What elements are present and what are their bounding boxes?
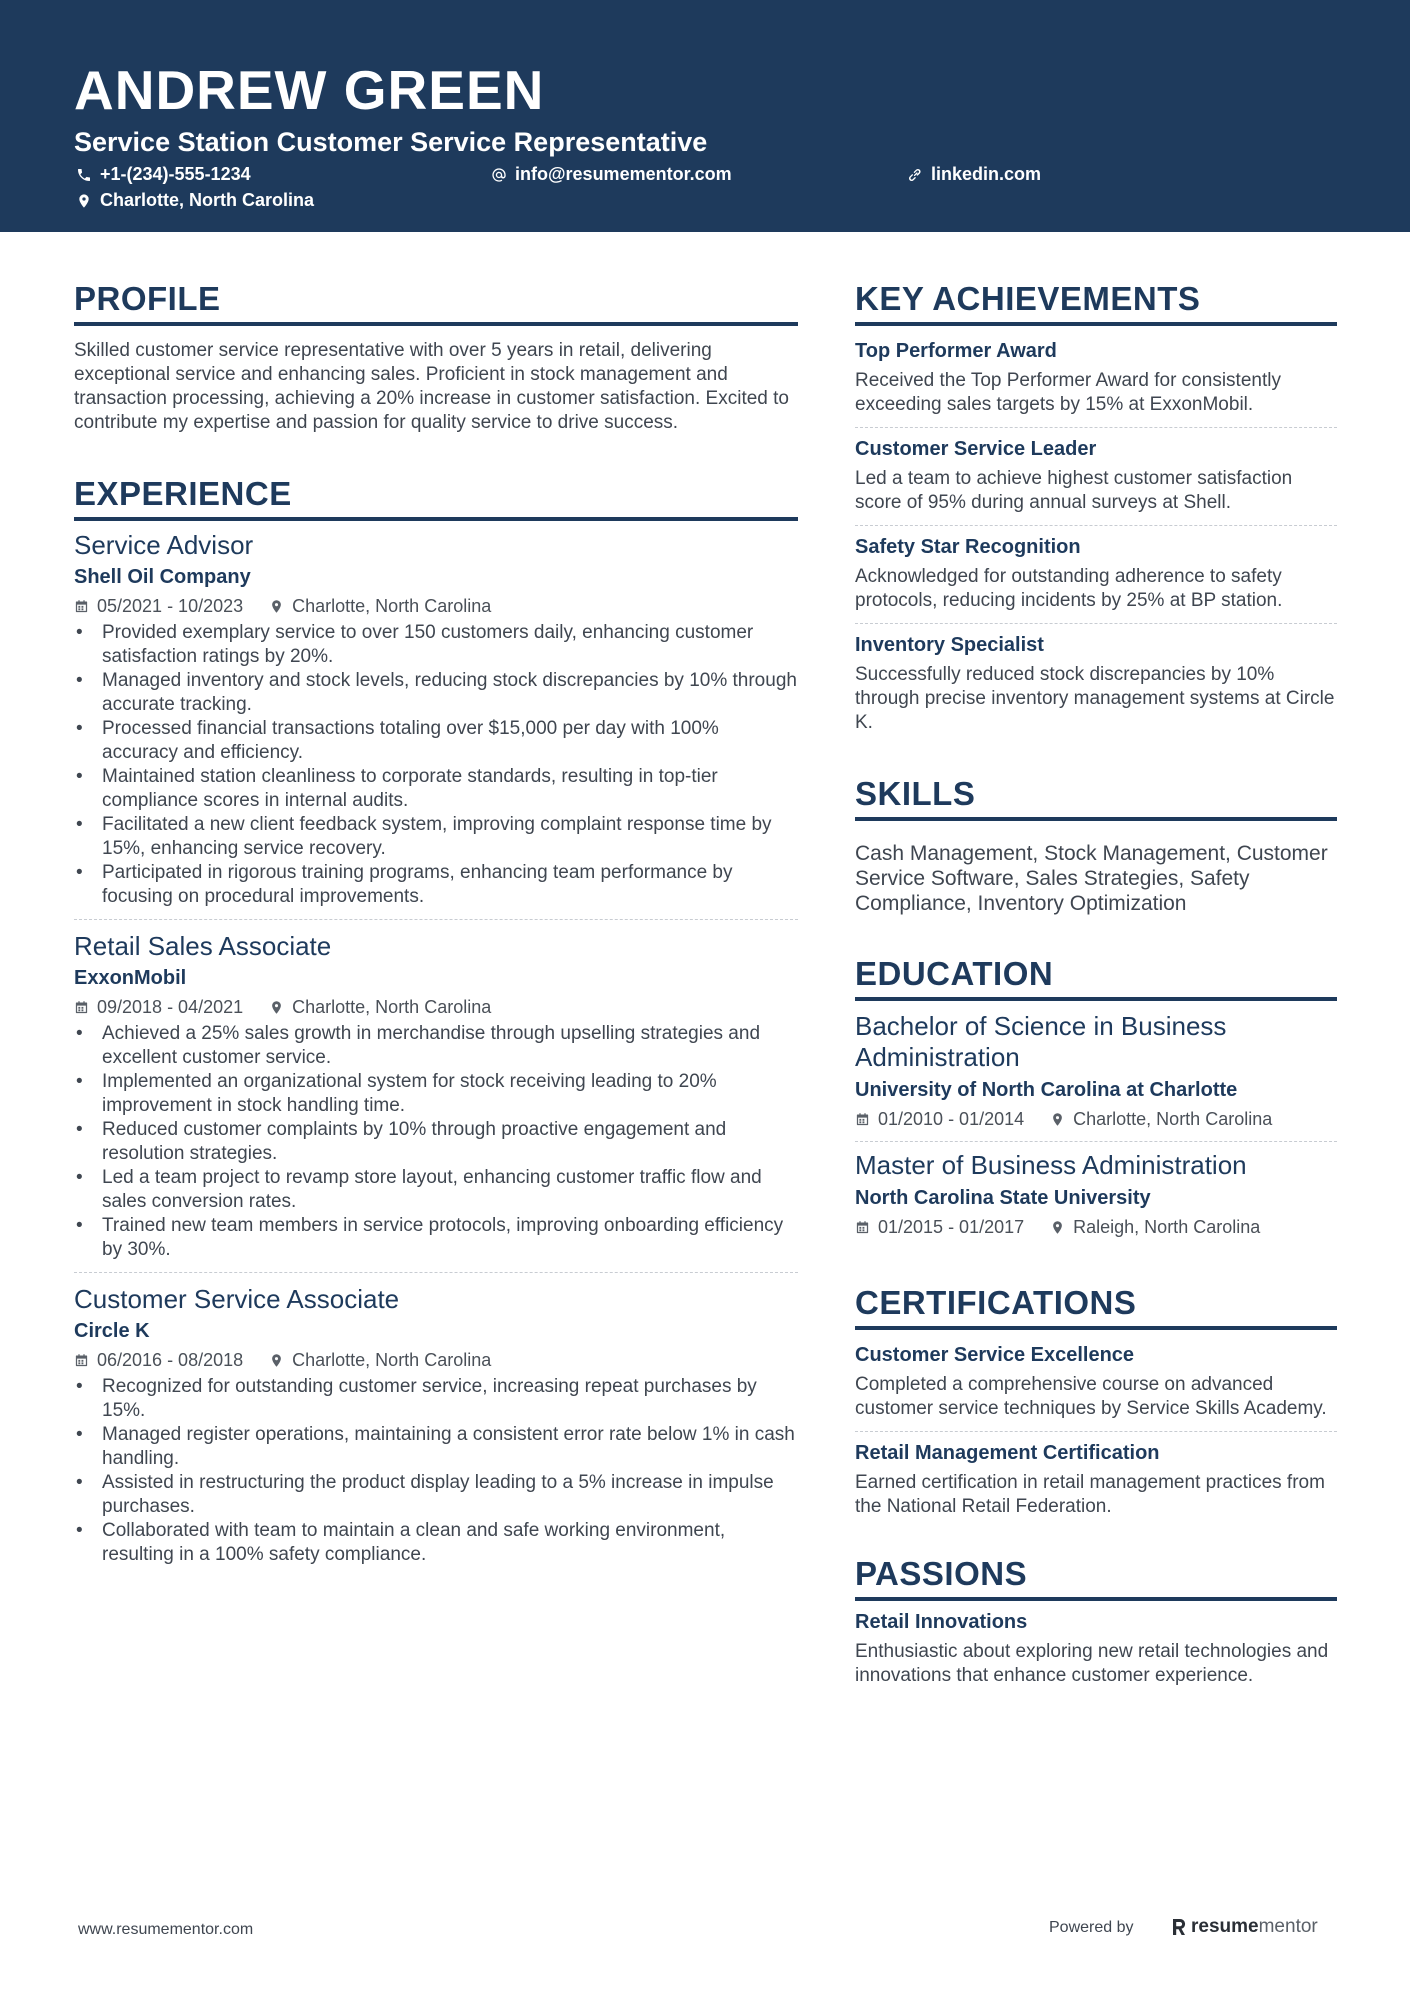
job-bullet: • Provided exemplary service to over 150 customers daily, enhancing customer satisfaction ratings by 20%. xyxy=(74,621,798,669)
achievements-item xyxy=(855,623,1337,745)
passions-section xyxy=(855,1553,1337,1698)
section-heading-achievements: KEY ACHIEVEMENTS xyxy=(855,278,1337,326)
passions-item-title: Retail Innovations xyxy=(855,1611,1028,1633)
education-dates xyxy=(855,1215,1024,1239)
education-entry xyxy=(855,1003,1337,1141)
phone-text: +1-(234)-555-1234 xyxy=(100,164,251,184)
job-company: ExxonMobil xyxy=(74,967,187,989)
passion-list xyxy=(855,1601,1337,1698)
footer-powered-by: Powered by xyxy=(1049,1919,1134,1936)
job-bullet: • Maintained station cleanliness to corporate standards, resulting in top-tier compliance scores in internal audits. xyxy=(74,765,798,813)
contact-linkedin[interactable] xyxy=(907,164,1041,185)
brand-text-light: mentor xyxy=(1258,1916,1318,1937)
certifications-item-desc: Earned certification in retail management practices from the National Retail Federation. xyxy=(855,1472,1325,1517)
section-heading-education: EDUCATION xyxy=(855,953,1337,1001)
job-bullet-list xyxy=(74,1022,798,1262)
education-section xyxy=(855,953,1337,1249)
section-heading-profile: PROFILE xyxy=(74,278,798,326)
job-title: Retail Sales Associate xyxy=(74,931,332,961)
section-heading-experience: EXPERIENCE xyxy=(74,473,798,521)
education-degree: Bachelor of Science in Business Administration xyxy=(855,1011,1227,1072)
job-dates xyxy=(74,1348,243,1372)
education-school: University of North Carolina at Charlotte xyxy=(855,1079,1238,1101)
education-location-text: Raleigh, North Carolina xyxy=(1073,1217,1261,1237)
achievements-item-desc: Acknowledged for outstanding adherence to safety protocols, reducing incidents by 25% at BP station. xyxy=(855,566,1283,611)
calendar-icon xyxy=(855,1220,870,1235)
section-heading-passions: PASSIONS xyxy=(855,1553,1337,1601)
brand-text-bold: resume xyxy=(1191,1916,1259,1937)
footer-website[interactable]: www.resumementor.com xyxy=(78,1921,254,1938)
profile-summary: Skilled customer service representative with over 5 years in retail, delivering exceptional service and enhancing sales. Proficient in stock management and transaction processing, achieving a 20% increase in customer satisfaction. Excited to contribute my expertise and passion for quality service to drive success. xyxy=(74,340,789,433)
calendar-icon xyxy=(74,1353,89,1368)
skills-text: Cash Management, Stock Management, Customer Service Software, Sales Strategies, Safety Compliance, Inventory Optimization xyxy=(855,842,1328,915)
education-dates xyxy=(855,1107,1024,1131)
job-title: Customer Service Associate xyxy=(74,1284,400,1314)
certifications-item-title: Retail Management Certification xyxy=(855,1442,1160,1464)
job-bullet: • Achieved a 25% sales growth in merchandise through upselling strategies and excellent customer service. xyxy=(74,1022,798,1070)
job-bullet: • Processed financial transactions totaling over $15,000 per day with 100% accuracy and efficiency. xyxy=(74,717,798,765)
achievements-item-title: Customer Service Leader xyxy=(855,438,1097,460)
job-bullet: • Reduced customer complaints by 10% through proactive engagement and resolution strategies. xyxy=(74,1118,798,1166)
job-bullet: • Participated in rigorous training programs, enhancing team performance by focusing on procedural improvements. xyxy=(74,861,798,909)
location-pin-icon xyxy=(76,193,92,209)
job-bullet: • Assisted in restructuring the product display leading to a 5% increase in impulse purchases. xyxy=(74,1471,798,1519)
experience-section xyxy=(74,473,798,1577)
location-pin-icon xyxy=(1050,1220,1065,1235)
job-meta xyxy=(74,594,798,618)
job-bullet: • Recognized for outstanding customer service, increasing repeat purchases by 15%. xyxy=(74,1375,798,1423)
job-location xyxy=(269,1348,491,1372)
job-bullet: • Led a team project to revamp store layout, enhancing customer traffic flow and sales conversion rates. xyxy=(74,1166,798,1214)
brand-mark-icon xyxy=(1171,1917,1187,1937)
job-dates xyxy=(74,594,243,618)
contact-email[interactable] xyxy=(491,164,732,185)
achievements-item-desc: Successfully reduced stock discrepancies by 10% through precise inventory management systems at Circle K. xyxy=(855,664,1335,733)
header-banner xyxy=(0,0,1410,232)
skills-section xyxy=(855,773,1337,916)
job-bullet-list xyxy=(74,1375,798,1567)
education-location xyxy=(1050,1215,1260,1239)
job-location xyxy=(269,995,491,1019)
certifications-section xyxy=(855,1282,1337,1529)
contact-phone[interactable] xyxy=(76,164,251,185)
location-pin-icon xyxy=(269,599,284,614)
achievements-section xyxy=(855,278,1337,745)
phone-icon xyxy=(76,167,92,183)
passions-item-desc: Enthusiastic about exploring new retail technologies and innovations that enhance customer experience. xyxy=(855,1641,1329,1686)
job-company: Shell Oil Company xyxy=(74,566,251,588)
job-bullet-list xyxy=(74,621,798,909)
job-bullet: • Implemented an organizational system for stock receiving leading to 20% improvement in stock handling time. xyxy=(74,1070,798,1118)
calendar-icon xyxy=(855,1112,870,1127)
job-bullet: • Managed inventory and stock levels, reducing stock discrepancies by 10% through accurate tracking. xyxy=(74,669,798,717)
job-bullet: • Trained new team members in service protocols, improving onboarding efficiency by 30%. xyxy=(74,1214,798,1262)
education-degree: Master of Business Administration xyxy=(855,1150,1247,1180)
achievements-item xyxy=(855,525,1337,623)
location-pin-icon xyxy=(269,1000,284,1015)
education-school: North Carolina State University xyxy=(855,1187,1151,1209)
achievements-item-title: Top Performer Award xyxy=(855,340,1057,362)
left-column xyxy=(74,278,798,1577)
job-entry xyxy=(74,919,798,1272)
job-dates xyxy=(74,995,243,1019)
location-pin-icon xyxy=(269,1353,284,1368)
profile-section xyxy=(74,278,798,435)
certification-list xyxy=(855,1334,1337,1529)
job-bullet: • Collaborated with team to maintain a clean and safe working environment, resulting in a 100% safety compliance. xyxy=(74,1519,798,1567)
link-icon xyxy=(907,167,923,183)
job-location-text: Charlotte, North Carolina xyxy=(292,1350,492,1370)
achievements-item xyxy=(855,427,1337,525)
section-heading-certifications: CERTIFICATIONS xyxy=(855,1282,1337,1330)
job-meta xyxy=(74,995,798,1019)
job-list xyxy=(74,529,798,1577)
certifications-item xyxy=(855,1334,1337,1431)
job-location xyxy=(269,594,491,618)
location-text: Charlotte, North Carolina xyxy=(100,190,315,210)
candidate-name: ANDREW GREEN xyxy=(74,59,545,121)
education-location-text: Charlotte, North Carolina xyxy=(1073,1109,1273,1129)
education-meta xyxy=(855,1107,1337,1131)
job-dates-text: 09/2018 - 04/2021 xyxy=(97,997,244,1017)
location-pin-icon xyxy=(1050,1112,1065,1127)
education-entry xyxy=(855,1141,1337,1249)
job-entry xyxy=(74,1272,798,1577)
certifications-item-title: Customer Service Excellence xyxy=(855,1344,1135,1366)
education-list xyxy=(855,1003,1337,1249)
section-heading-skills: SKILLS xyxy=(855,773,1337,821)
education-meta xyxy=(855,1215,1337,1239)
job-title: Service Advisor xyxy=(74,530,254,560)
calendar-icon xyxy=(74,1000,89,1015)
job-meta xyxy=(74,1348,798,1372)
job-location-text: Charlotte, North Carolina xyxy=(292,997,492,1017)
passions-item xyxy=(855,1601,1337,1698)
achievements-item-title: Safety Star Recognition xyxy=(855,536,1081,558)
achievements-item xyxy=(855,330,1337,427)
education-dates-text: 01/2010 - 01/2014 xyxy=(878,1109,1025,1129)
achievement-list xyxy=(855,330,1337,745)
email-text: info@resumementor.com xyxy=(515,164,732,184)
at-icon xyxy=(491,167,507,183)
contact-location xyxy=(76,190,314,211)
job-dates-text: 06/2016 - 08/2018 xyxy=(97,1350,244,1370)
job-location-text: Charlotte, North Carolina xyxy=(292,596,492,616)
certifications-item-desc: Completed a comprehensive course on advanced customer service techniques by Service Skills Academy. xyxy=(855,1374,1327,1419)
achievements-item-desc: Received the Top Performer Award for consistently exceeding sales targets by 15% at ExxonMobil. xyxy=(855,370,1281,415)
education-dates-text: 01/2015 - 01/2017 xyxy=(878,1217,1025,1237)
achievements-item-desc: Led a team to achieve highest customer satisfaction score of 95% during annual surveys at Shell. xyxy=(855,468,1293,513)
job-bullet: • Managed register operations, maintaining a consistent error rate below 1% in cash handling. xyxy=(74,1423,798,1471)
right-column xyxy=(855,278,1337,1698)
job-dates-text: 05/2021 - 10/2023 xyxy=(97,596,244,616)
job-entry xyxy=(74,529,798,919)
footer-brand-logo[interactable] xyxy=(1171,1916,1318,1938)
job-company: Circle K xyxy=(74,1320,150,1342)
candidate-title: Service Station Customer Service Representative xyxy=(74,127,708,157)
calendar-icon xyxy=(74,599,89,614)
education-location xyxy=(1050,1107,1272,1131)
certifications-item xyxy=(855,1431,1337,1529)
achievements-item-title: Inventory Specialist xyxy=(855,634,1044,656)
linkedin-text: linkedin.com xyxy=(931,164,1042,184)
job-bullet: • Facilitated a new client feedback system, improving complaint response time by 15%, enhancing service recovery. xyxy=(74,813,798,861)
